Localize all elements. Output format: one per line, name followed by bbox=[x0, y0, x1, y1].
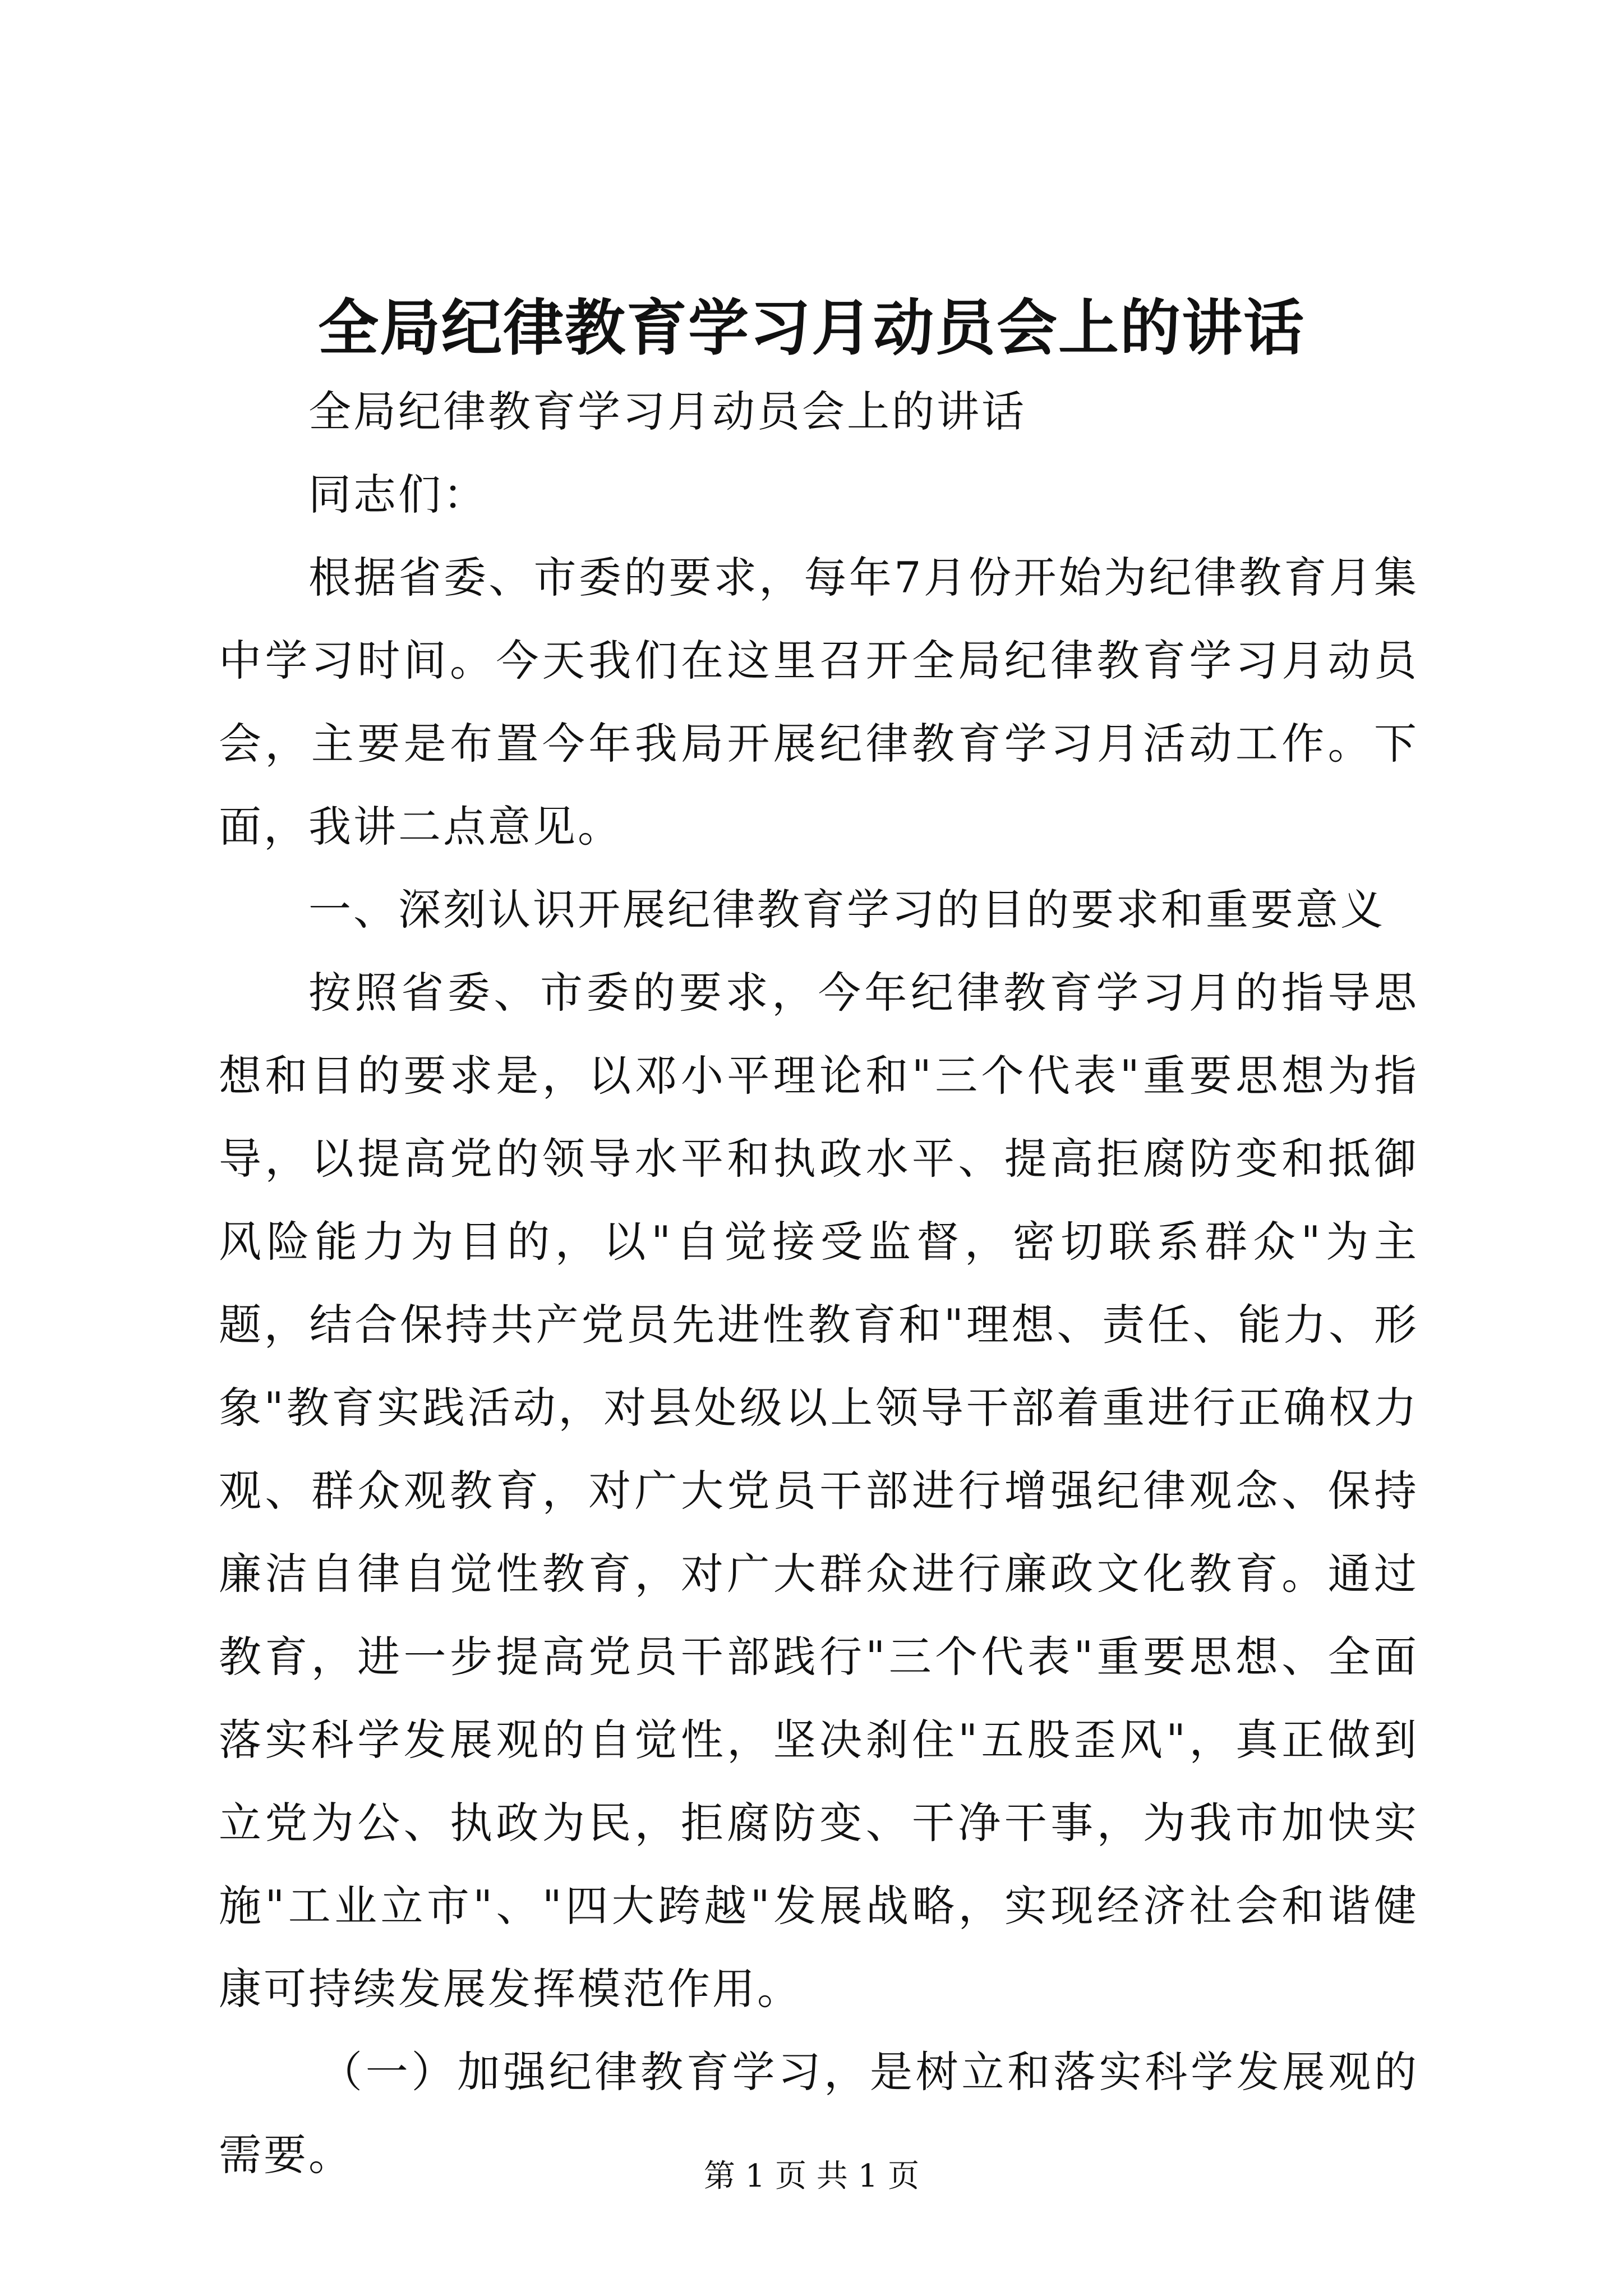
body-paragraph: 按照省委、市委的要求，今年纪律教育学习月的指导思想和目的要求是，以邓小平理论和"三个代表"重要思想为指导，以提高党的领导水平和执政水平、提高拒腐防变和抵御风险能力为目的，以"自觉接受监督，密切联系群众"为主题，结合保持共产党员先进性教育和"理想、责任、能力、形象"教育实践活动，对县处级以上领导干部着重进行正确权力观、群众观教育，对广大党员干部进行增强纪律观念、保持廉洁自律自觉性教育，对广大群众进行廉政文化教育。通过教育，进一步提高党员干部践行"三个代表"重要思想、全面落实科学发展观的自觉性，坚决刹住"五股歪风"，真正做到立党为公、执政为民，拒腐防变、干净干事，为我市加快实施"工业立市"、"四大跨越"发展战略，实现经济社会和谐健康可持续发展发挥模范作用。 bbox=[219, 968, 1419, 2014]
document-title: 全局纪律教育学习月动员会上的讲话 bbox=[317, 293, 1305, 364]
subtitle-paragraph: 全局纪律教育学习月动员会上的讲话 bbox=[308, 386, 1026, 436]
page-footer: 第 1 页 共 1 页 bbox=[703, 2158, 920, 2194]
intro-paragraph: 根据省委、市委的要求，每年7月份开始为纪律教育月集中学习时间。今天我们在这里召开全局纪律教育学习月动员会，主要是布置今年我局开展纪律教育学习月活动工作。下面，我讲二点意见。 bbox=[219, 553, 1419, 852]
section-heading-paragraph: 一、深刻认识开展纪律教育学习的目的要求和重要意义 bbox=[308, 885, 1385, 935]
subsection-heading-paragraph: （一）加强纪律教育学习，是树立和落实科学发展观的需要。 bbox=[219, 2047, 1419, 2180]
document-body bbox=[219, 370, 1419, 2197]
salutation-paragraph: 同志们： bbox=[308, 470, 488, 519]
